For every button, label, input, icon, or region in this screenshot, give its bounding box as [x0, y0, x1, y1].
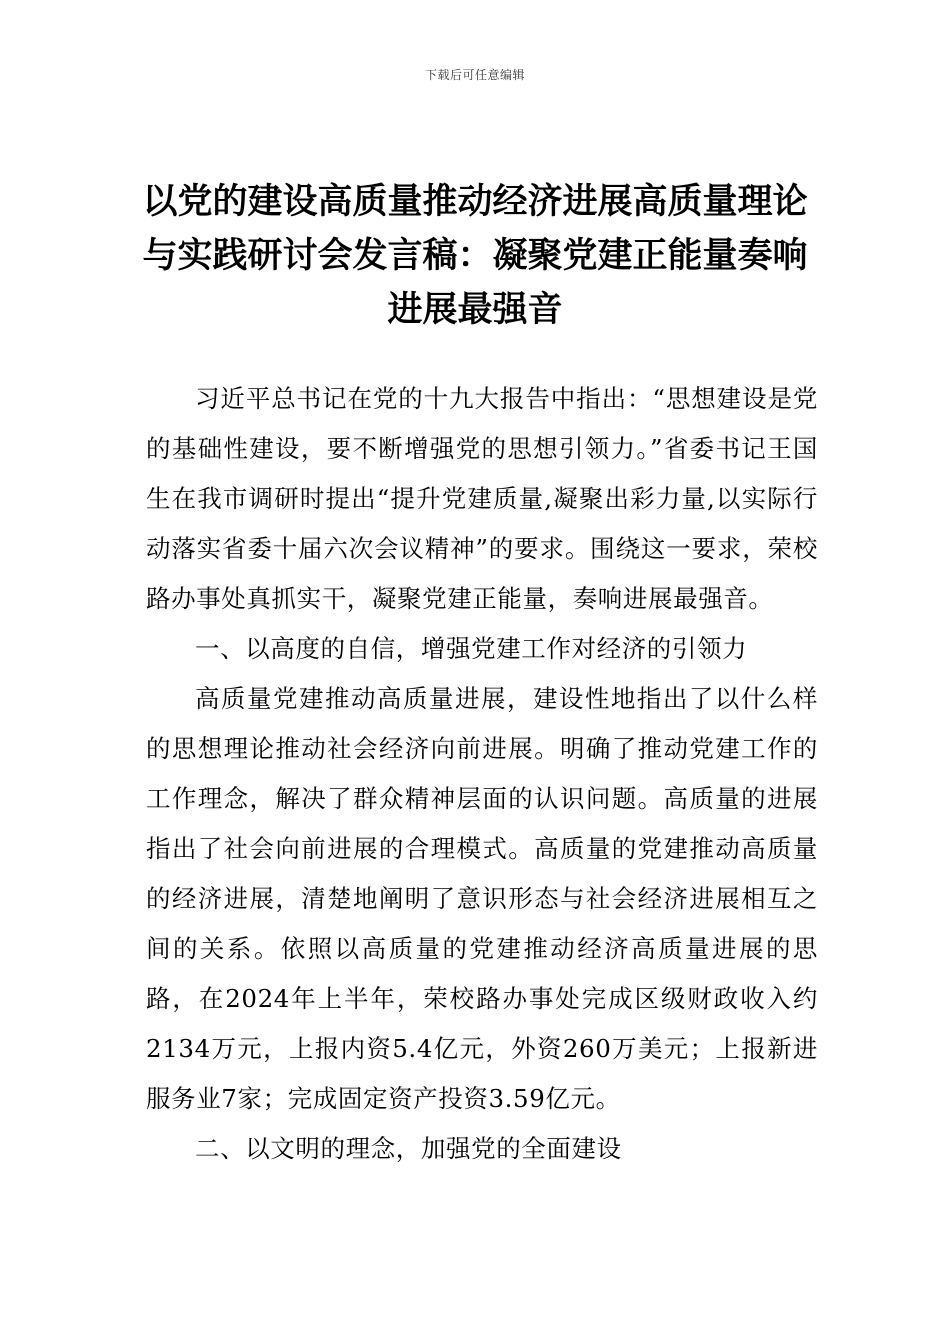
- document-title: 以党的建设高质量推动经济进展高质量理论与实践研讨会发言稿：凝聚党建正能量奏响进展最强音: [142, 182, 808, 330]
- paragraph-intro: 习近平总书记在党的十九大报告中指出：“思想建设是党的基础性建设，要不断增强党的思想引领力。”省委书记王国生在我市调研时提出“提升党建质量,凝聚出彩力量,以实际行动落实省委十届六次会议精神”的要求。围绕这一要求，荣校路办事处真抓实干，凝聚党建正能量，奏响进展最强音。: [146, 384, 818, 613]
- document-body: [146, 374, 818, 1174]
- paragraph-section-1: 高质量党建推动高质量进展，建设性地指出了以什么样的思想理论推动社会经济向前进展。明确了推动党建工作的工作理念，解决了群众精神层面的认识问题。高质量的进展指出了社会向前进展的合理模式。高质量的党建推动高质量的经济进展，清楚地阐明了意识形态与社会经济进展相互之间的关系。依照以高质量的党建推动经济高质量进展的思路，在2024年上半年，荣校路办事处完成区级财政收入约2134万元，上报内资5.4亿元，外资260万美元；上报新进服务业7家；完成固定资产投资3.59亿元。: [146, 684, 818, 1113]
- section-heading-2: 二、以文明的理念，加强党的全面建设: [195, 1134, 622, 1163]
- section-heading-1: 一、以高度的自信，增强党建工作对经济的引领力: [195, 634, 748, 663]
- header-note: 下载后可任意编辑: [424, 68, 525, 82]
